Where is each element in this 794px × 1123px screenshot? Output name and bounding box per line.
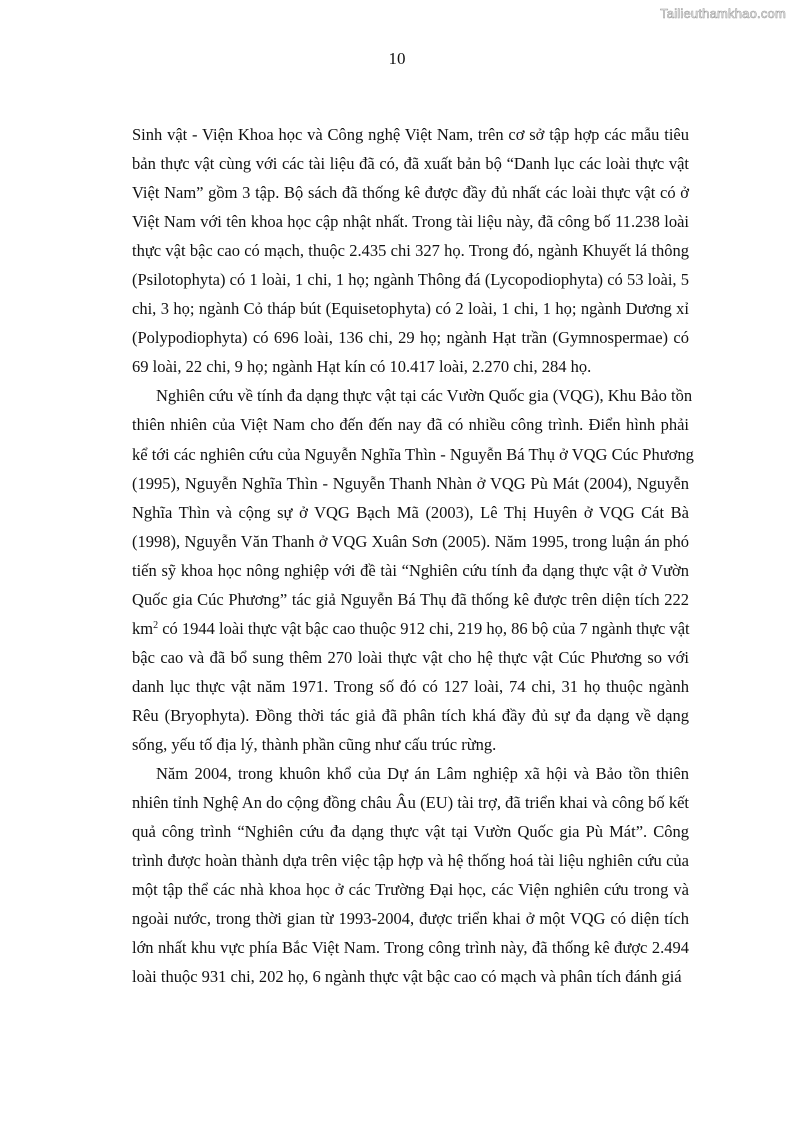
text-line: (Polypodiophyta) có 696 loài, 136 chi, 29 họ; ngành Hạt trần (Gymnospermae) có (132, 328, 689, 348)
text-line: kể tới các nghiên cứu của Nguyễn Nghĩa Thìn - Nguyễn Bá Thụ ở VQG Cúc Phương (132, 444, 694, 464)
text-line: $km^2$ có 1944 loài thực vật bậc cao thuộc 912 chi, 219 họ, 86 bộ của 7 ngành thực vật (132, 618, 690, 638)
text-line: (1998), Nguyễn Văn Thanh ở VQG Xuân Sơn (2005). Năm 1995, trong luận án phó (132, 531, 689, 551)
text-line: 69 loài, 22 chi, 9 họ; ngành Hạt kín có 10.417 loài, 2.270 chi, 284 họ. (132, 357, 592, 377)
text-line: lớn nhất khu vực phía Bắc Việt Nam. Trong công trình này, đã thống kê được 2.494 (132, 938, 689, 958)
text-line: thực vật bậc cao có mạch, thuộc 2.435 chi 327 họ. Trong đó, ngành Khuyết lá thông (132, 241, 689, 261)
text-line: (1995), Nguyễn Nghĩa Thìn - Nguyễn Thanh Nhàn ở VQG Pù Mát (2004), Nguyễn (132, 473, 689, 493)
text-line: nhiên tỉnh Nghệ An do cộng đồng châu Âu (EU) tài trợ, đã triển khai và công bố kết (132, 793, 689, 813)
text-line: danh lục thực vật năm 1971. Trong số đó có 127 loài, 74 chi, 31 họ thuộc ngành (132, 676, 689, 696)
text-line: quả công trình “Nghiên cứu đa dạng thực vật tại Vườn Quốc gia Pù Mát”. Công (132, 822, 689, 842)
text-line: ngoài nước, trong thời gian từ 1993-2004, được triển khai ở một VQG có diện tích (132, 909, 689, 929)
paragraph (132, 759, 689, 991)
text-line: bậc cao và đã bổ sung thêm 270 loài thực vật cho hệ thực vật Cúc Phương so với (132, 647, 689, 667)
text-line: thiên nhiên của Việt Nam cho đến đến nay đã có nhiều công trình. Điển hình phải (132, 415, 689, 435)
text-line: tiến sỹ khoa học nông nghiệp với đề tài “Nghiên cứu tính đa dạng thực vật ở Vườn (132, 560, 689, 580)
text-line: Nghiên cứu về tính đa dạng thực vật tại các Vườn Quốc gia (VQG), Khu Bảo tồn (156, 386, 693, 406)
text-line: một tập thể các nhà khoa học ở các Trường Đại học, các Viện nghiên cứu trong và (132, 880, 689, 900)
watermark-text: Tailieuthamkhao.com (660, 6, 786, 21)
text-line: loài thuộc 931 chi, 202 họ, 6 ngành thực vật bậc cao có mạch và phân tích đánh giá (132, 967, 682, 987)
text-line: chi, 3 họ; ngành Cỏ tháp bút (Equisetophyta) có 2 loài, 1 chi, 1 họ; ngành Dương xỉ (132, 299, 689, 319)
text-line: bản thực vật cùng với các tài liệu đã có, đã xuất bản bộ “Danh lục các loài thực vật (132, 154, 689, 174)
text-line: Quốc gia Cúc Phương” tác giả Nguyễn Bá Thụ đã thống kê được trên diện tích 222 (132, 589, 689, 609)
text-line: Việt Nam” gồm 3 tập. Bộ sách đã thống kê được đầy đủ nhất các loài thực vật có ở (132, 183, 689, 203)
text-line: (Psilotophyta) có 1 loài, 1 chi, 1 họ; ngành Thông đá (Lycopodiophyta) có 53 loài, 5 (132, 270, 689, 290)
paragraph (132, 120, 689, 381)
paragraph (132, 381, 694, 759)
document-body (132, 120, 694, 991)
page-number: 10 (388, 49, 406, 68)
text-line: trình được hoàn thành dựa trên việc tập hợp và hệ thống hoá tài liệu nghiên cứu của (132, 851, 689, 871)
text-line: sống, yếu tố địa lý, thành phần cũng như cấu trúc rừng. (132, 734, 497, 754)
text-line: Rêu (Bryophyta). Đồng thời tác giả đã phân tích khá đầy đủ sự đa dạng về dạng (132, 705, 689, 725)
text-line: Việt Nam với tên khoa học cập nhật nhất. Trong tài liệu này, đã công bố 11.238 loài (132, 212, 689, 232)
text-line: Nghĩa Thìn và cộng sự ở VQG Bạch Mã (2003), Lê Thị Huyên ở VQG Cát Bà (132, 502, 689, 522)
text-line: Sinh vật - Viện Khoa học và Công nghệ Việt Nam, trên cơ sở tập hợp các mẫu tiêu (132, 125, 689, 144)
text-line: Năm 2004, trong khuôn khổ của Dự án Lâm nghiệp xã hội và Bảo tồn thiên (156, 764, 689, 784)
